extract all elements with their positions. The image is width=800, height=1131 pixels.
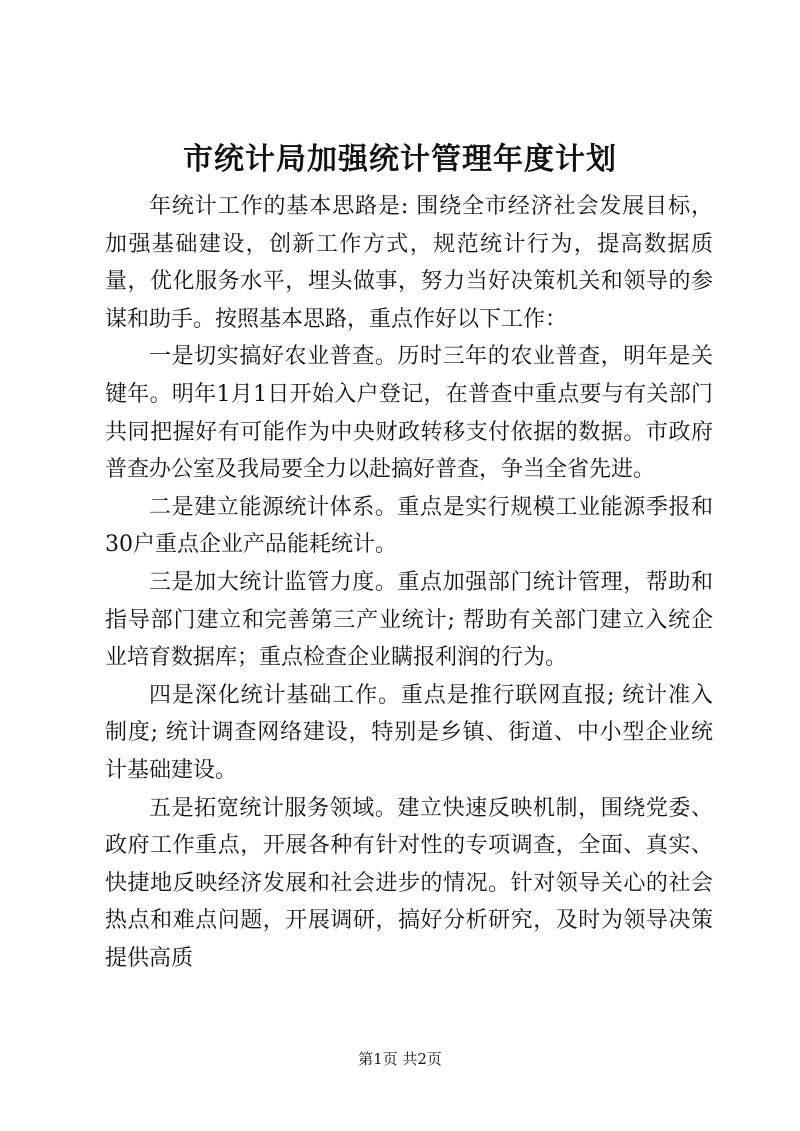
- paragraph-service-scope: 五是拓宽统计服务领域。建立快速反映机制，围绕党委、政府工作重点，开展各种有针对性的专项调查，全面、真实、快捷地反映经济发展和社会进步的情况。针对领导关心的社会热点和难点问题，开展调研，搞好分析研究，及时为领导决策提供高质: [105, 795, 713, 971]
- paragraph-basic-work: 四是深化统计基础工作。重点是推行联网直报; 统计准入制度; 统计调查网络建设，特别是乡镇、街道、中小型企业统计基础建设。: [105, 682, 713, 783]
- document-body: [105, 188, 713, 977]
- paragraph-supervision: 三是加大统计监管力度。重点加强部门统计管理，帮助和指导部门建立和完善第三产业统计; 帮助有关部门建立入统企业培育数据库；重点检查企业瞒报利润的行为。: [105, 569, 713, 671]
- page-number-footer: 第1页 共2页: [358, 1050, 442, 1068]
- paragraph-energy-statistics: 二是建立能源统计体系。重点是实行规模工业能源季报和30户重点企业产品能耗统计。: [105, 494, 713, 558]
- document-title: 市统计局加强统计管理年度计划: [183, 142, 617, 177]
- paragraph-agricultural-census: 一是切实搞好农业普查。历时三年的农业普查，明年是关键年。明年1月1日开始入户登记，在普查中重点要与有关部门共同把握好有可能作为中央财政转移支付依据的数据。市政府普查办公室及我局要全力以赴搞好普查，争当全省先进。: [105, 344, 713, 483]
- paragraph-intro: 年统计工作的基本思路是: 围绕全市经济社会发展目标，加强基础建设，创新工作方式，规范统计行为，提高数据质量，优化服务水平，埋头做事，努力当好决策机关和领导的参谋和助手。按照基本思路，重点作好以下工作：: [105, 194, 713, 332]
